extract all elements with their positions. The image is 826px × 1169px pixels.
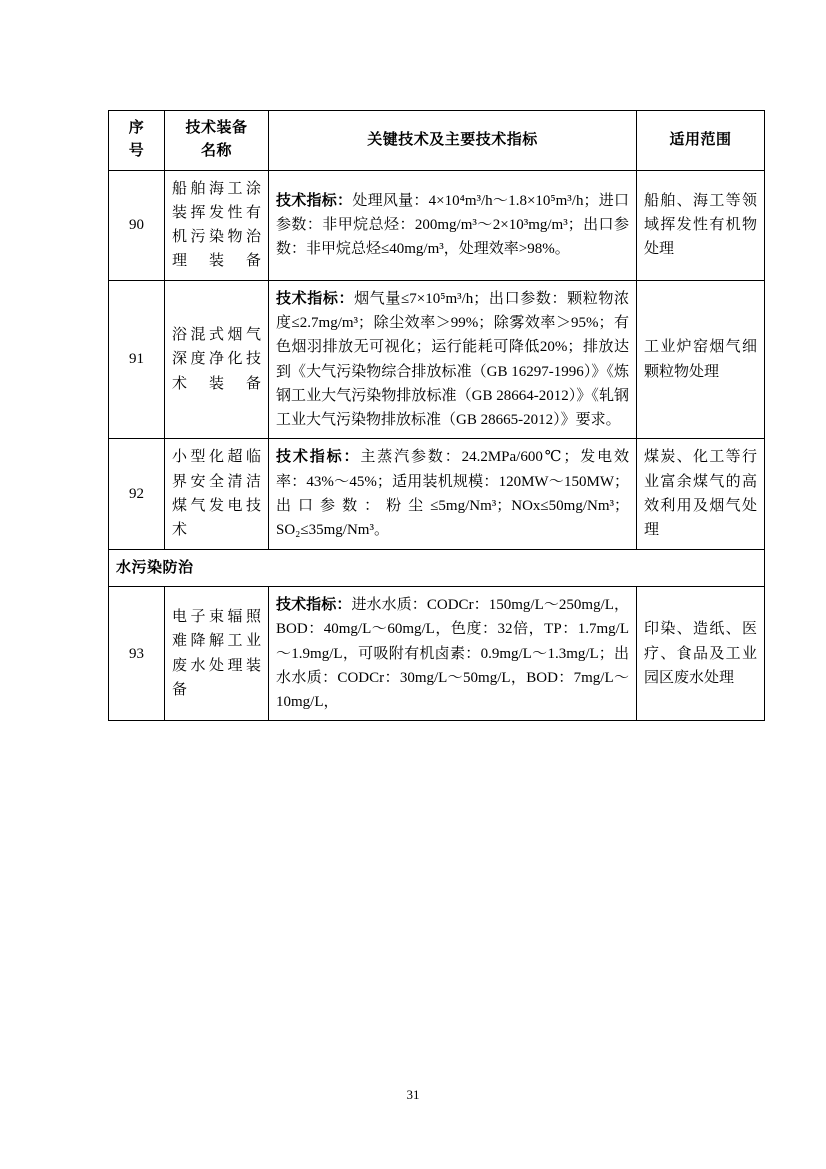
header-cell-scope: 适用范围 — [637, 111, 765, 171]
row-scope: 印染、造纸、医疗、食品及工业园区废水处理 — [637, 586, 765, 720]
row-key-tech — [269, 586, 637, 720]
row-key-tech — [269, 439, 637, 549]
row-equipment-name: 浴混式烟气深度净化技术装备 — [165, 280, 269, 439]
header-no-line1: 序 — [128, 120, 145, 136]
header-name-line1: 技术装备 — [185, 120, 248, 136]
row-key-lead: 技术指标： — [276, 192, 353, 209]
table-row — [109, 170, 765, 280]
row-equipment-name: 电子束辐照难降解工业废水处理装备 — [165, 586, 269, 720]
table-row — [109, 586, 765, 720]
row-key-text: 处理风量：4×10⁴m³/h～1.8×10⁵m³/h；进口参数：非甲烷总烃：200mg/m³～2×10³mg/m³；出口参数：非甲烷总烃≤40mg/m³，处理效率>98%。 — [276, 192, 629, 258]
header-cell-key: 关键技术及主要技术指标 — [269, 111, 637, 171]
page-number: 31 — [406, 1087, 420, 1102]
table-row — [109, 280, 765, 439]
row-equipment-name: 小型化超临界安全清洁煤气发电技术 — [165, 439, 269, 549]
row-scope: 工业炉窑烟气细颗粒物处理 — [637, 280, 765, 439]
row-key-lead: 技术指标： — [276, 596, 352, 613]
row-number: 90 — [109, 170, 165, 280]
header-no-line2: 号 — [128, 143, 145, 160]
row-number: 92 — [109, 439, 165, 549]
row-key-text: 主蒸汽参数：24.2MPa/600℃；发电效率：43%～45%；适用装机规模：120MW～150MW；出口参数：粉尘≤5mg/Nm³；NOx≤50mg/Nm³；SO₂≤35mg/Nm³。 — [276, 449, 629, 539]
header-name-line2: 名称 — [200, 143, 232, 160]
row-number: 91 — [109, 280, 165, 439]
row-key-lead: 技术指标： — [276, 449, 361, 466]
table-row — [109, 439, 765, 549]
row-key-tech — [269, 170, 637, 280]
row-key-lead: 技术指标： — [276, 290, 355, 307]
row-scope: 船舶、海工等领域挥发性有机物处理 — [637, 170, 765, 280]
row-equipment-name: 船舶海工涂装挥发性有机污染物治理装备 — [165, 170, 269, 280]
section-header-row — [109, 549, 765, 586]
row-number: 93 — [109, 586, 165, 720]
technical-equipment-table — [108, 110, 765, 721]
row-key-text: 烟气量≤7×10⁵m³/h；出口参数：颗粒物浓度≤2.7mg/m³；除尘效率＞99%；除雾效率＞95%；有色烟羽排放无可视化；运行能耗可降低20%；排放达到《大气污染物综合排放标准（GB 16297-1996）》《炼钢工业大气污染物排放标准（GB 28664-2012）》《轧钢工业大气污染物排放标准（GB 28665-2012）》要求。 — [276, 290, 629, 429]
header-cell-name — [165, 111, 269, 171]
row-scope: 煤炭、化工等行业富余煤气的高效利用及烟气处理 — [637, 439, 765, 549]
table-header-row — [109, 111, 765, 171]
row-key-tech — [269, 280, 637, 439]
row-key-text: 进水水质：CODCr：150mg/L～250mg/L，BOD：40mg/L～60mg/L，色度：32倍，TP：1.7mg/L～1.9mg/L，可吸附有机卤素：0.9mg/L～1.3mg/L；出水水质：CODCr：30mg/L～50mg/L，BOD：7mg/L～10mg/L， — [276, 596, 629, 711]
header-cell-no — [109, 111, 165, 171]
section-title: 水污染防治 — [109, 549, 765, 586]
